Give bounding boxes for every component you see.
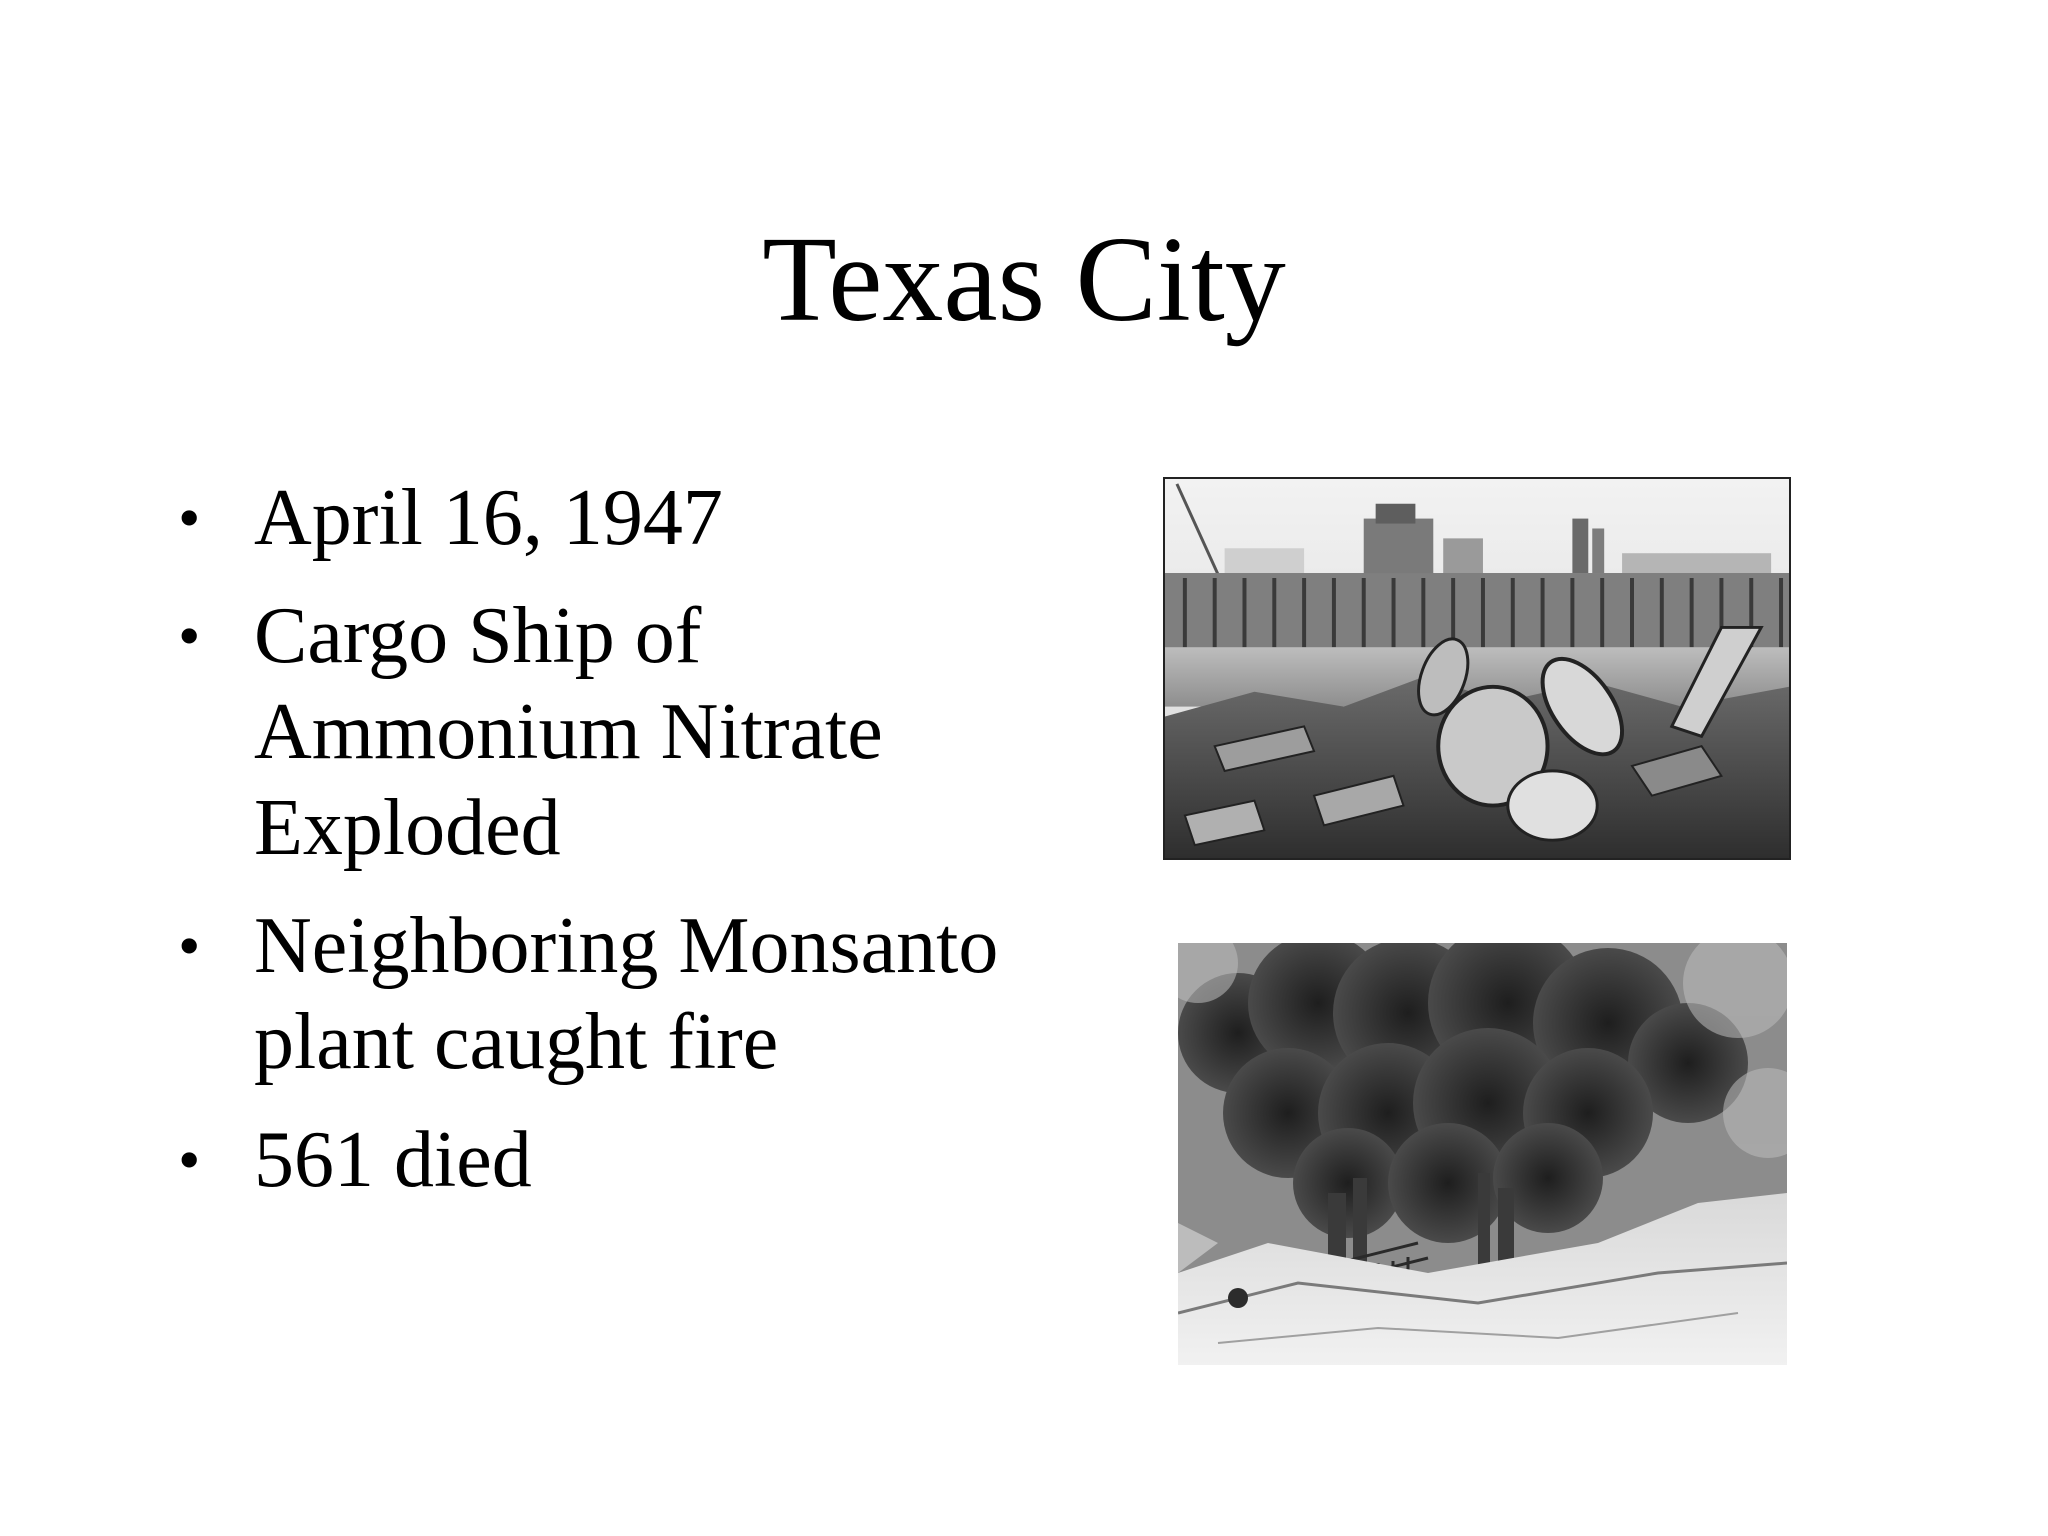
bullet-text: Cargo Ship of Ammonium Nitrate Exploded	[254, 592, 883, 872]
bullet-item	[170, 1112, 1070, 1208]
bullet-marker: •	[178, 482, 201, 553]
bullet-item	[170, 588, 1070, 876]
bullet-item	[170, 470, 1070, 566]
bullet-marker: •	[178, 1124, 201, 1195]
harbor-wreckage-photo	[1163, 477, 1791, 860]
bullet-marker: •	[178, 600, 201, 671]
bullet-list	[170, 470, 1070, 1230]
slide-title: Texas City	[762, 212, 1286, 347]
bullet-text: April 16, 1947	[254, 474, 723, 562]
monsanto-fire-smoke-photo	[1178, 943, 1787, 1365]
bullet-text: Neighboring Monsanto plant caught fire	[254, 902, 999, 1086]
monsanto-fire-image	[1178, 943, 1787, 1365]
bullet-marker: •	[178, 910, 201, 981]
bullet-text: 561 died	[254, 1116, 532, 1204]
harbor-wreckage-image	[1165, 479, 1789, 858]
bullet-item	[170, 898, 1070, 1090]
